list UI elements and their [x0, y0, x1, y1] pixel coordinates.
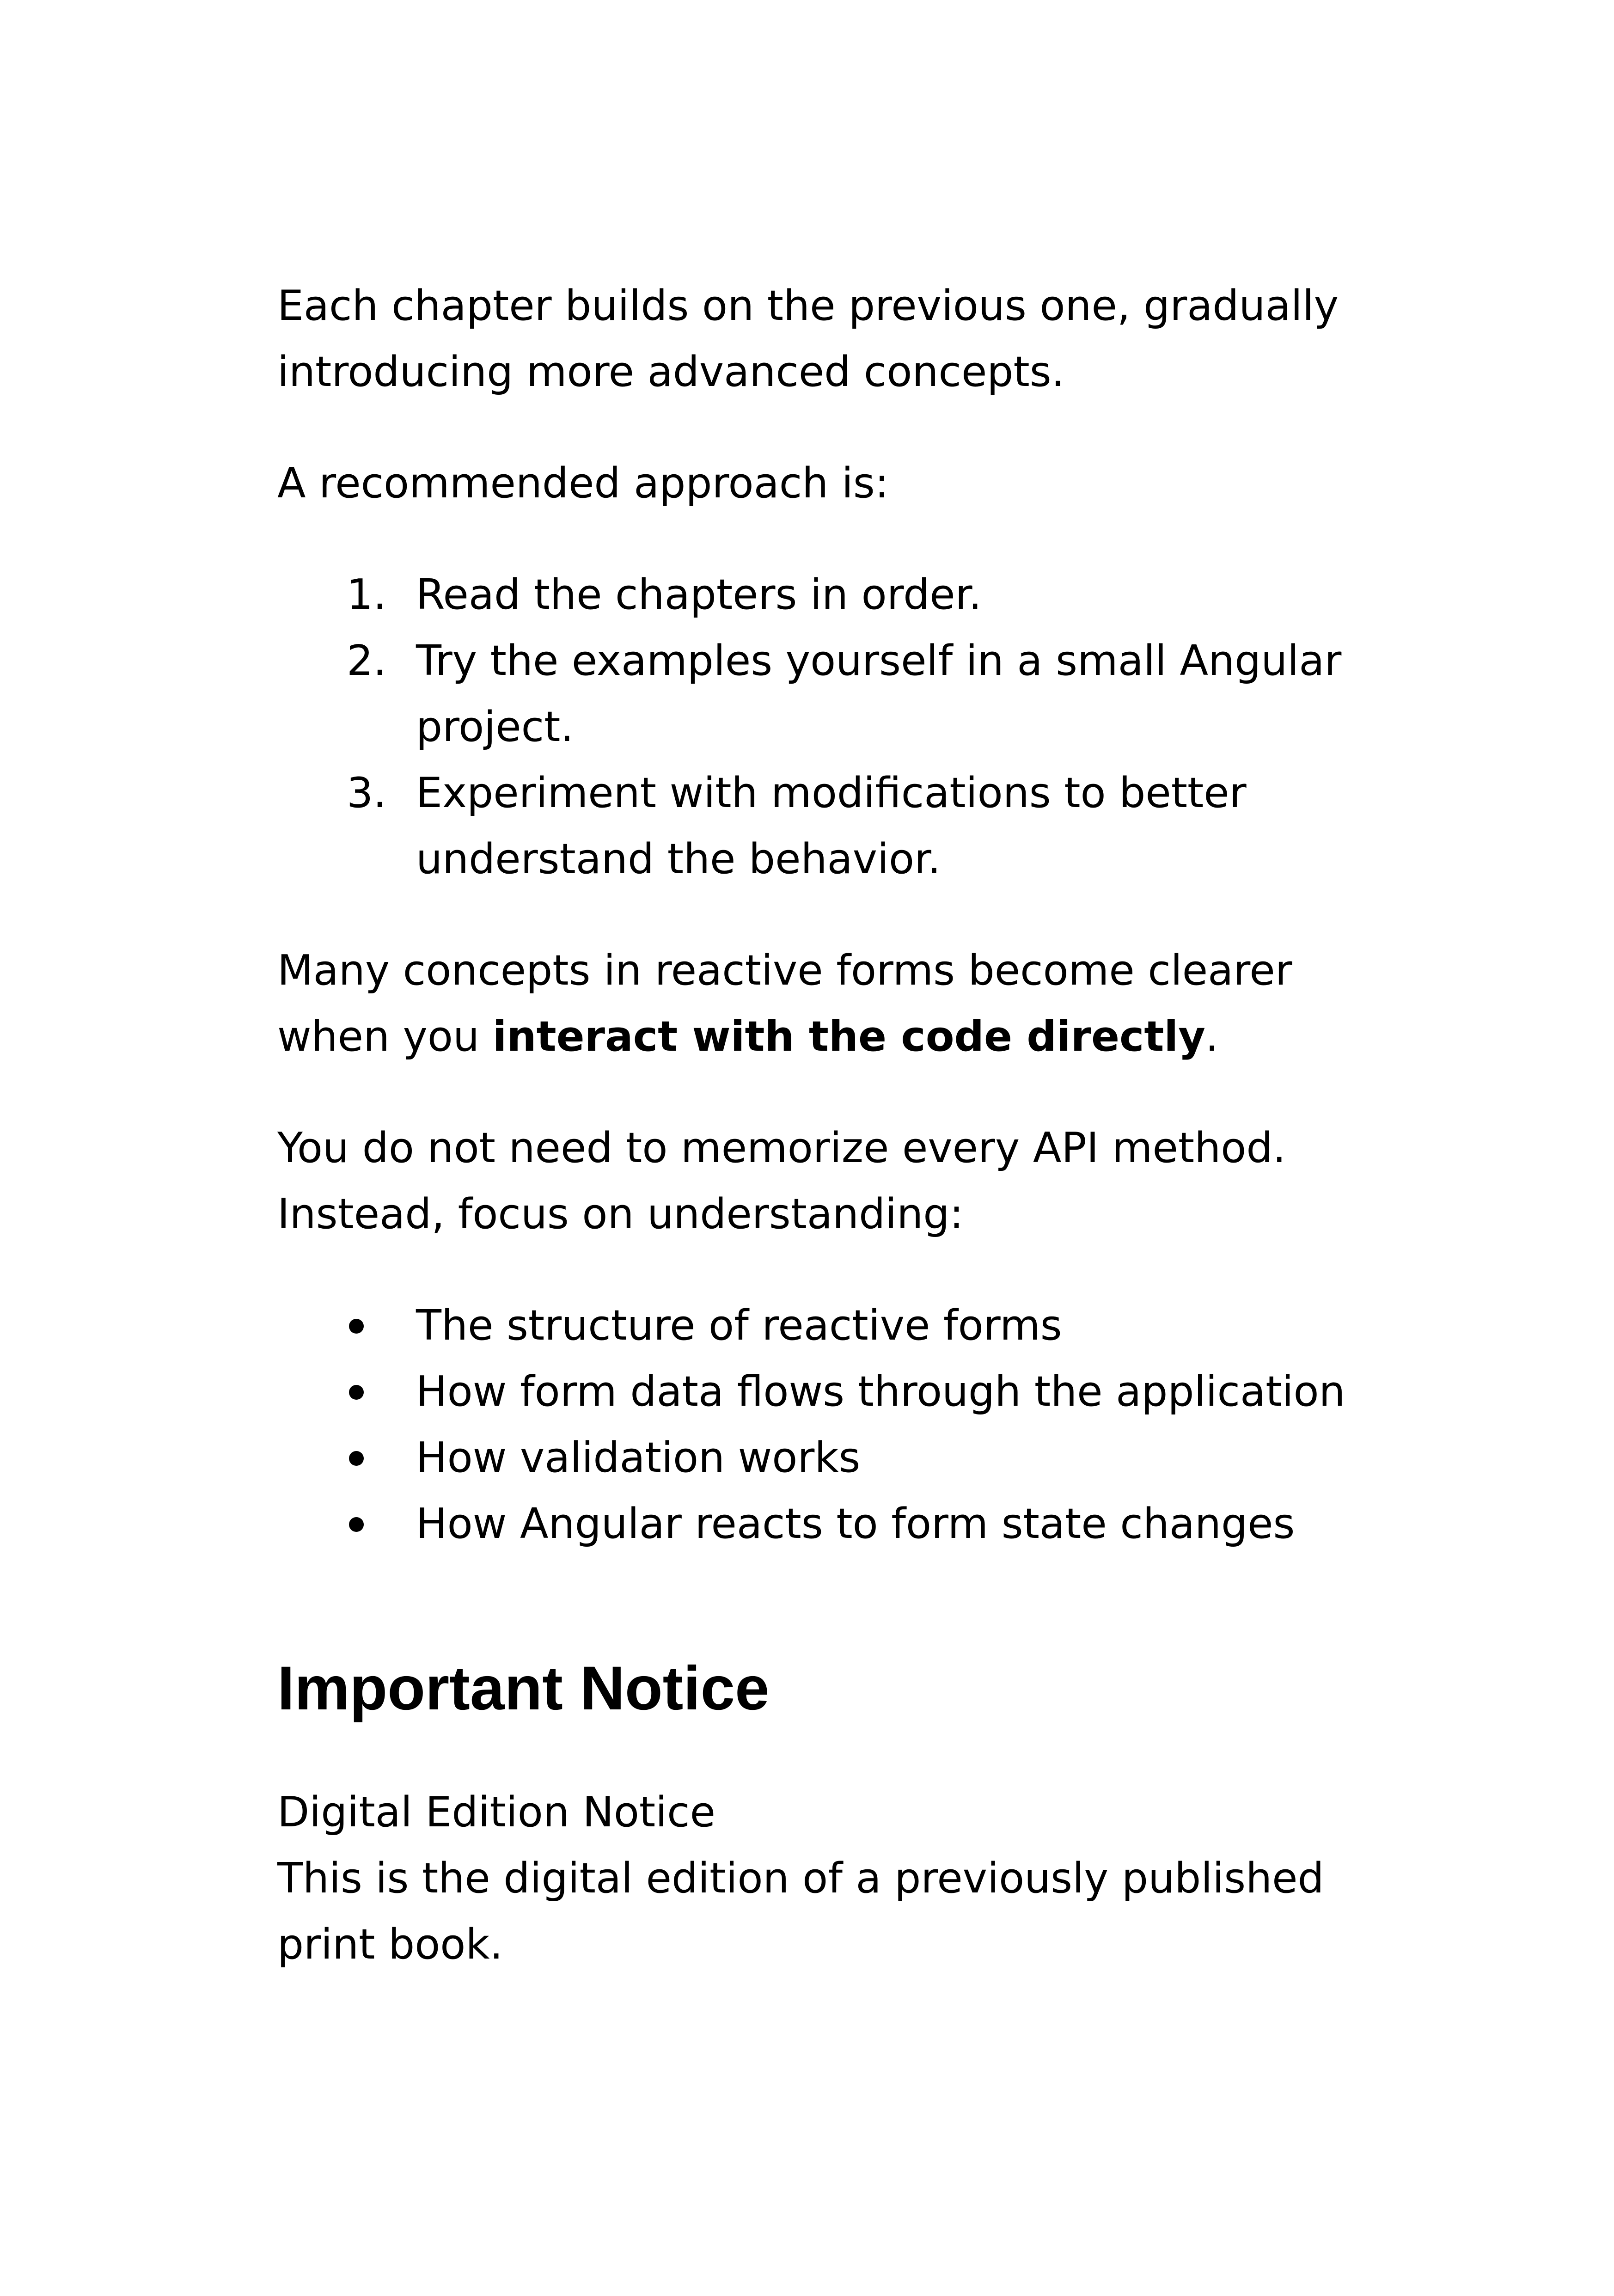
concepts-end: .: [1205, 1012, 1219, 1061]
concepts-bold-text: interact with the code directly: [492, 1012, 1205, 1061]
list-number: 1.: [347, 570, 386, 619]
list-number: 3.: [347, 769, 386, 817]
concepts-paragraph: [277, 937, 1354, 1070]
bullet-list-item: [277, 1292, 1354, 1359]
list-number: 2.: [347, 637, 386, 685]
list-item-text: Experiment with modifications to better understand the behavior.: [416, 769, 1247, 883]
list-item-text: How validation works: [416, 1433, 861, 1482]
notice-subtitle: Digital Edition Notice: [277, 1788, 716, 1837]
approach-paragraph: A recommended approach is:: [277, 459, 889, 508]
ordered-list-item: [277, 760, 1354, 892]
bullet-list: [277, 1292, 1354, 1557]
concepts-text: Many concepts in reactive forms become clearer when you: [277, 946, 1292, 1061]
intro-paragraph: Each chapter builds on the previous one, gradually introducing more advanced concepts.: [277, 282, 1339, 396]
ordered-list-item: [277, 628, 1354, 760]
bullet-icon: [349, 1385, 364, 1400]
bullet-icon: [349, 1517, 364, 1532]
list-item-text: Read the chapters in order.: [416, 570, 982, 619]
list-item-text: How Angular reacts to form state changes: [416, 1500, 1295, 1548]
bullet-list-item: [277, 1359, 1354, 1425]
ordered-list-item: [277, 562, 1354, 628]
bullet-icon: [349, 1451, 364, 1466]
bullet-list-item: [277, 1425, 1354, 1491]
list-item-text: How form data flows through the application: [416, 1367, 1345, 1416]
list-item-text: Try the examples yourself in a small Angular project.: [416, 637, 1342, 751]
bullet-list-item: [277, 1491, 1354, 1557]
ordered-list: [277, 562, 1354, 892]
notice-body: This is the digital edition of a previously published print book.: [277, 1854, 1324, 1969]
bullet-icon: [349, 1319, 364, 1334]
memorize-paragraph: You do not need to memorize every API method. Instead, focus on understanding:: [277, 1124, 1286, 1238]
page-content: [277, 273, 1354, 1978]
section-heading: Important Notice: [277, 1654, 770, 1723]
list-item-text: The structure of reactive forms: [416, 1301, 1062, 1350]
